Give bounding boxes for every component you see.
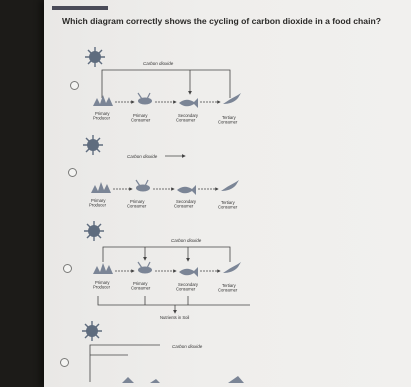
secondary-consumer-label: Secondary Consumer: [176, 282, 199, 292]
secondary-consumer-label: Secondary Consumer: [176, 113, 199, 123]
insect-icon: [138, 262, 152, 274]
producer-label: Primary Producer: [89, 198, 106, 208]
diagram-a: [85, 47, 241, 125]
plant-icon: [93, 263, 113, 274]
plant-icon: [91, 182, 111, 193]
diagram-b: [83, 135, 239, 210]
carbon-dioxide-label: Carbon dioxide: [171, 238, 202, 243]
secondary-consumer-label: Secondary Consumer: [174, 199, 197, 209]
bird-icon: [221, 180, 239, 191]
fish-icon: [179, 267, 198, 277]
tertiary-consumer-label: Tertiary Consumer: [218, 200, 238, 210]
carbon-dioxide-label: Carbon dioxide: [143, 61, 174, 66]
sun-icon: [83, 135, 103, 155]
primary-consumer-label: Primary Consumer: [127, 199, 147, 209]
sun-icon: [82, 321, 102, 341]
carbon-dioxide-label: Carbon dioxide: [127, 154, 158, 159]
sun-icon: [84, 221, 104, 241]
plant-icon: [93, 95, 113, 106]
primary-consumer-label: Primary Consumer: [131, 113, 151, 123]
cycle-line: [103, 247, 230, 262]
bird-icon: [223, 262, 241, 273]
tertiary-consumer-label: Tertiary Consumer: [218, 115, 238, 125]
question-text: Which diagram correctly shows the cycling of carbon dioxide in a food chain?: [62, 16, 381, 26]
bird-icon: [223, 93, 241, 104]
insect-icon: [138, 93, 152, 105]
carbon-dioxide-label: Carbon dioxide: [172, 344, 203, 349]
cycle-line: [102, 70, 230, 98]
diagram-c: [84, 221, 250, 320]
insect-icon: [136, 180, 150, 192]
primary-consumer-label: Primary Consumer: [131, 281, 151, 291]
tertiary-consumer-label: Tertiary Consumer: [218, 283, 238, 293]
nutrients-label: Nutrients in Soil: [160, 315, 190, 320]
diagram-d: [82, 321, 244, 383]
fish-icon: [177, 185, 196, 195]
cycle-line: [90, 345, 160, 382]
sun-icon: [85, 47, 105, 67]
producer-label: Primary Producer: [93, 280, 110, 290]
fish-icon: [179, 98, 198, 108]
producer-label: Primary Producer: [93, 111, 110, 121]
